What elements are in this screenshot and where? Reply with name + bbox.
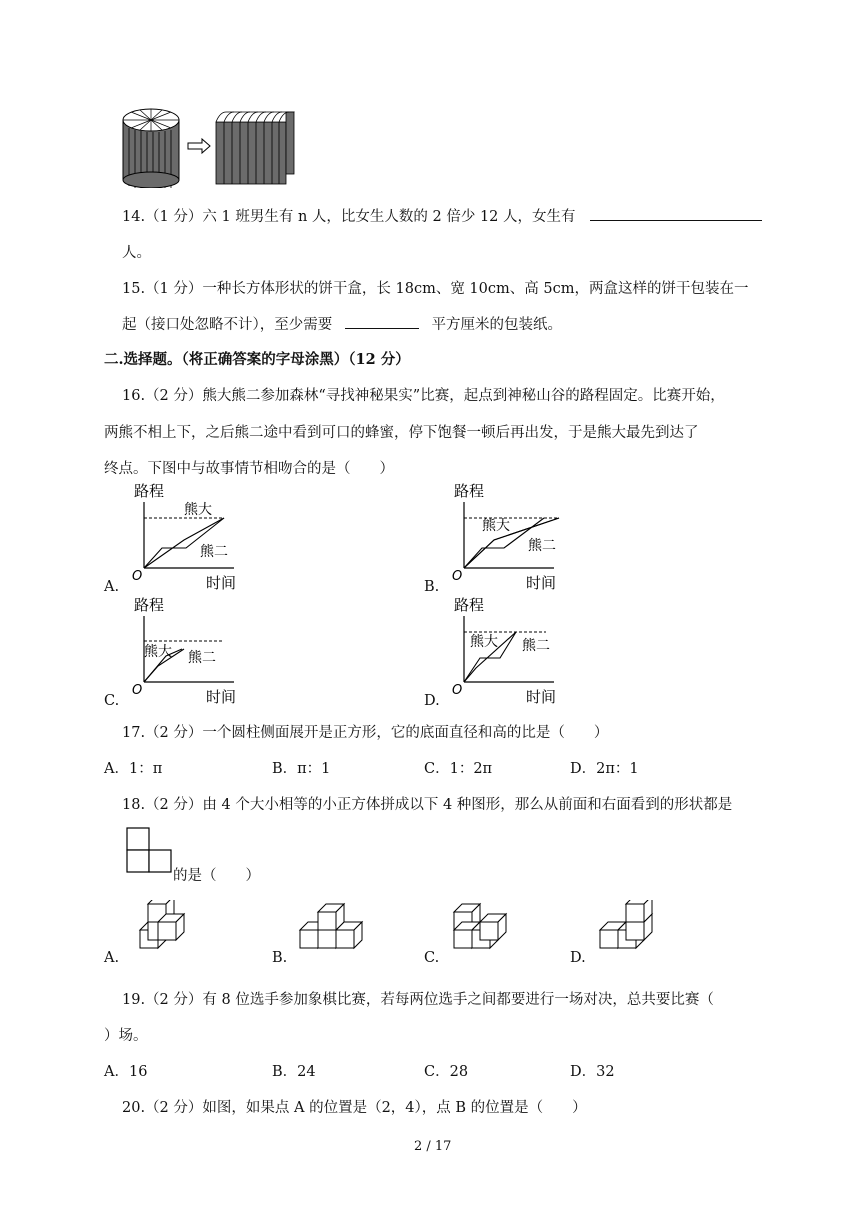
q19-text-2: ）场。 xyxy=(104,1028,148,1044)
graph-x-label: 时间 xyxy=(206,574,237,590)
question-15-line2 xyxy=(122,313,562,334)
cube-front-3 xyxy=(158,922,176,940)
cube-front-1 xyxy=(454,930,472,948)
q17-option-b[interactable]: B．π：1 xyxy=(272,761,331,777)
q18-option-c[interactable]: C. xyxy=(424,950,440,966)
q15-text-2a: 起（接口处忽略不计），至少需要 xyxy=(122,317,333,333)
q16-option-b[interactable]: B. xyxy=(424,579,440,595)
cube-front-3 xyxy=(626,904,644,922)
q18-figure-c xyxy=(450,900,520,960)
label-bear2: 熊二 xyxy=(200,544,228,560)
q17-text: 17.（2 分）一个圆柱侧面展开是正方形，它的底面直径和高的比是（ ） xyxy=(122,725,609,741)
graph-y-label: 路程 xyxy=(454,482,485,500)
q15-text: 15.（1 分）一种长方体形状的饼干盒，长 18cm、宽 10cm、高 5cm，两盒这样的饼干包装在一 xyxy=(122,281,749,297)
graph-y-label: 路程 xyxy=(454,596,485,614)
label-bear1: 熊大 xyxy=(470,634,498,650)
question-14 xyxy=(122,205,762,226)
q16-graph-a xyxy=(124,480,244,590)
q19-text-1: 19.（2 分）有 8 位选手参加象棋比赛，若每两位选手之间都要进行一场对决，总共要比赛（ xyxy=(122,992,714,1008)
q16-text-1: 16.（2 分）熊大熊二参加森林“寻找神秘果实”比赛，起点到神秘山谷的路程固定。比赛开始， xyxy=(122,388,725,404)
q18-view-shape xyxy=(126,826,172,874)
q19-option-d[interactable]: D．32 xyxy=(570,1064,615,1080)
q17-option-c[interactable]: C．1：2π xyxy=(424,761,493,777)
label-bear2: 熊二 xyxy=(522,638,550,654)
label-bear1: 熊大 xyxy=(184,502,212,518)
arrow-right-icon xyxy=(188,139,210,153)
q18-text-tail: 的是（ ） xyxy=(173,868,260,884)
page-number: 2 / 17 xyxy=(414,1139,452,1154)
q19-option-a[interactable]: A．16 xyxy=(104,1064,148,1080)
q18-text: 18.（2 分）由 4 个大小相等的小正方体拼成以下 4 种图形，那么从前面和右面看到的形状都是 xyxy=(122,797,733,813)
section-2-heading: 二.选择题。（将正确答案的字母涂黑）（12 分） xyxy=(104,351,410,368)
cube-front-0 xyxy=(300,930,318,948)
q18-option-b[interactable]: B. xyxy=(272,950,288,966)
q18-option-a[interactable]: A. xyxy=(104,950,120,966)
graph-origin: O xyxy=(452,569,463,584)
q16-option-d[interactable]: D. xyxy=(424,693,440,709)
q16-graph-b xyxy=(444,480,574,590)
q14-text: 14.（1 分）六 1 班男生有 n 人，比女生人数的 2 倍少 12 人，女生有 xyxy=(122,209,576,225)
q16-graph-c xyxy=(124,594,244,704)
q20-text: 20.（2 分）如图，如果点 A 的位置是（2，4），点 B 的位置是（ ） xyxy=(122,1100,587,1116)
q18-figure-d xyxy=(596,900,656,960)
cube-front-3 xyxy=(480,922,498,940)
path-line-1 xyxy=(144,518,224,568)
cube-front-0 xyxy=(600,930,618,948)
q17-option-a[interactable]: A．1：π xyxy=(104,761,163,777)
q19-option-c[interactable]: C．28 xyxy=(424,1064,469,1080)
q18-option-d[interactable]: D. xyxy=(570,950,586,966)
q15-answer-blank[interactable] xyxy=(345,314,419,329)
label-bear2: 熊二 xyxy=(528,538,556,554)
q16-graph-d xyxy=(444,594,574,704)
graph-y-label: 路程 xyxy=(134,596,165,614)
q18-figure-b xyxy=(296,900,366,960)
q17-option-d[interactable]: D．2π：1 xyxy=(570,761,639,777)
q16-text-3: 终点。下图中与故事情节相吻合的是（ ） xyxy=(104,461,394,477)
cube-front-2 xyxy=(626,922,644,940)
graph-x-label: 时间 xyxy=(526,574,557,590)
graph-origin: O xyxy=(132,569,143,584)
graph-x-label: 时间 xyxy=(206,688,237,704)
graph-origin: O xyxy=(452,683,463,698)
q16-text-2: 两熊不相上下，之后熊二途中看到可口的蜂蜜，停下饱餐一顿后再出发，于是熊大最先到达了 xyxy=(104,425,699,441)
cube-front-1 xyxy=(318,930,336,948)
path-line-0 xyxy=(144,518,224,568)
q15-text-2b: 平方厘米的包装纸。 xyxy=(431,317,562,333)
cylinder-illustration xyxy=(118,106,298,188)
q16-option-c[interactable]: C. xyxy=(104,693,120,709)
graph-y-label: 路程 xyxy=(134,482,165,500)
graph-origin: O xyxy=(132,683,143,698)
q18-figure-a xyxy=(130,900,190,960)
label-bear1: 熊大 xyxy=(144,644,172,660)
cube-front-3 xyxy=(318,912,336,930)
graph-x-label: 时间 xyxy=(526,688,557,704)
q16-option-a[interactable]: A. xyxy=(104,579,120,595)
q14-text-2: 人。 xyxy=(122,245,151,261)
label-bear2: 熊二 xyxy=(188,650,216,666)
q19-option-b[interactable]: B．24 xyxy=(272,1064,316,1080)
label-bear1: 熊大 xyxy=(482,518,510,534)
q14-answer-blank[interactable] xyxy=(590,206,762,221)
cube-front-2 xyxy=(336,930,354,948)
